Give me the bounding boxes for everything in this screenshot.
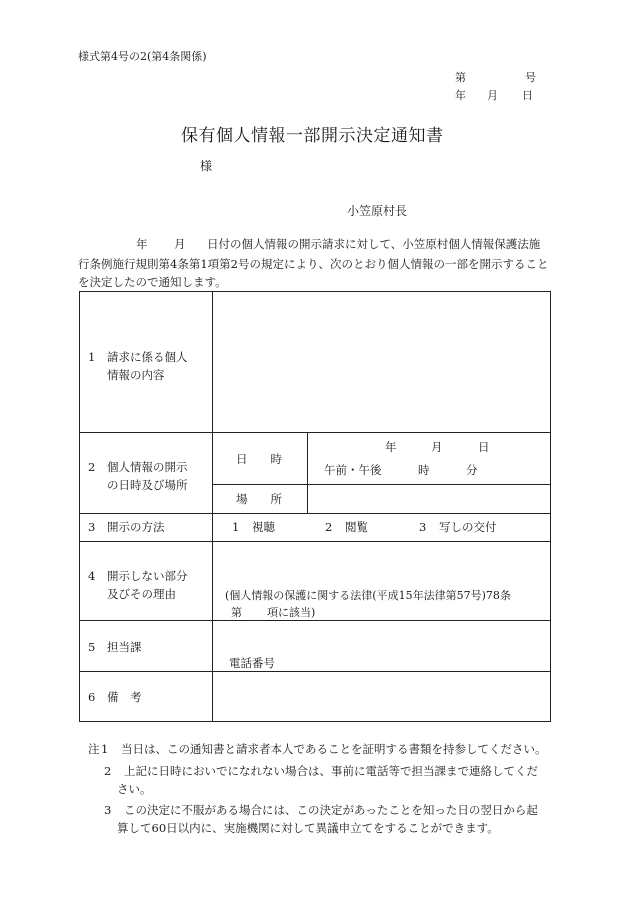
method-opt2-num: 2 [325, 520, 333, 534]
place-label: 場 所 [236, 492, 282, 506]
date-month: 月 [431, 440, 443, 454]
note3-text-1: この決定に不服がある場合には、この決定があったことを知った日の翌日から起 [124, 803, 538, 817]
note1-num: 1 [101, 742, 109, 756]
row2-label-2: の日時及び場所 [107, 478, 188, 492]
law-rest: 項に該当) [267, 606, 316, 619]
note3-text-2: 算して60日以内に、実施機関に対して異議申立てをすることができます。 [117, 821, 499, 835]
note3-num: 3 [104, 803, 112, 817]
time-minute: 分 [466, 463, 478, 477]
time-hour: 時 [418, 463, 430, 477]
row5-label: 担当課 [107, 640, 142, 654]
body-year: 年 [136, 237, 148, 251]
method-opt3: 写しの交付 [439, 520, 497, 534]
row4-num: 4 [88, 569, 96, 583]
issuer: 小笠原村長 [347, 204, 408, 218]
phone-label: 電話番号 [229, 656, 275, 670]
row4-label-1: 開示しない部分 [107, 569, 188, 583]
doc-number-dai: 第 [455, 71, 466, 84]
note2-text-1: 上記に日時においでになれない場合は、事前に電話等で担当課まで連絡してくだ [124, 764, 538, 778]
date-year: 年 [385, 440, 397, 454]
addressee-suffix: 様 [200, 159, 213, 173]
body-text-3: を決定したので通知します。 [78, 275, 227, 289]
datetime-label: 日 時 [236, 452, 282, 466]
method-opt2: 閲覧 [345, 520, 368, 534]
method-opt1-num: 1 [232, 520, 240, 534]
method-opt1: 視聴 [252, 520, 275, 534]
time-ampm: 午前・午後 [324, 463, 382, 477]
law-line-1: (個人情報の保護に関する法律(平成15年法律第57号)78条 [225, 589, 511, 602]
row3-label: 開示の方法 [107, 520, 165, 534]
row4-label-2: 及びその理由 [107, 587, 176, 601]
row2-label-1: 個人情報の開示 [107, 460, 188, 474]
row1-label-2: 情報の内容 [107, 368, 165, 382]
doc-date-day: 日 [522, 89, 533, 102]
row6-label: 備 考 [107, 690, 142, 704]
row2-num: 2 [88, 460, 96, 474]
doc-date-month: 月 [487, 89, 498, 102]
doc-number-go: 号 [525, 71, 536, 84]
body-text-2: 行条例施行規則第4条第1項第2号の規定により、次のとおり個人情報の一部を開示すること [78, 257, 549, 271]
note1-text: 当日は、この通知書と請求者本人であることを証明する書類を持参してください。 [121, 742, 547, 756]
law-dai: 第 [231, 606, 242, 619]
row3-num: 3 [88, 520, 96, 534]
row6-num: 6 [88, 690, 96, 704]
body-month: 月 [174, 237, 186, 251]
doc-date-year: 年 [455, 89, 466, 102]
notes-prefix: 注 [88, 742, 100, 756]
row1-num: 1 [88, 350, 96, 364]
note2-text-2: さい。 [117, 782, 152, 796]
form-code: 様式第4号の2(第4条関係) [78, 50, 207, 63]
document-title: 保有個人情報一部開示決定通知書 [181, 126, 444, 146]
note2-num: 2 [104, 764, 112, 778]
row1-label-1: 請求に係る個人 [107, 350, 188, 364]
method-opt3-num: 3 [419, 520, 427, 534]
body-text-1: 日付の個人情報の開示請求に対して、小笠原村個人情報保護法施 [207, 237, 541, 251]
row5-num: 5 [88, 640, 96, 654]
date-day: 日 [478, 440, 490, 454]
